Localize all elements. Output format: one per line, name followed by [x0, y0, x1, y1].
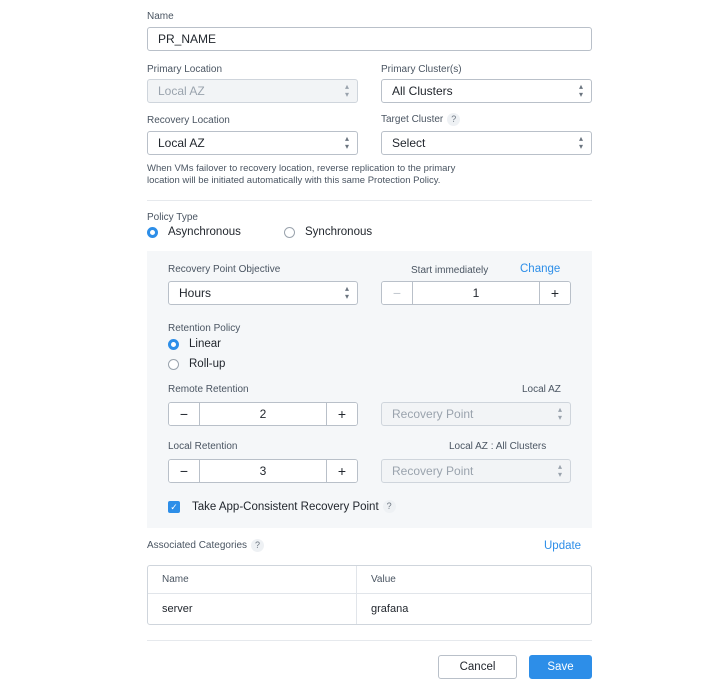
primary-location-value: Local AZ: [158, 84, 205, 98]
save-button[interactable]: Save: [529, 655, 592, 679]
radio-dot-selected: [147, 227, 158, 238]
plus-icon[interactable]: +: [327, 403, 357, 425]
divider: [147, 640, 592, 641]
app-consistent-label: Take App-Consistent Recovery Point: [192, 500, 379, 513]
minus-icon[interactable]: −: [169, 403, 199, 425]
minus-icon[interactable]: −: [169, 460, 199, 482]
primary-clusters-value: All Clusters: [392, 84, 453, 98]
question-icon[interactable]: ?: [251, 539, 264, 552]
target-cluster-select[interactable]: [381, 131, 592, 155]
local-unit-value: Recovery Point: [392, 464, 474, 478]
associated-categories-label: Associated Categories: [147, 540, 248, 552]
associated-categories-label-wrap: [147, 539, 264, 552]
chevron-up-down-icon: ▴ ▾: [557, 462, 562, 479]
categories-table: [147, 565, 592, 625]
name-label: Name: [147, 11, 174, 22]
table-header: [148, 566, 591, 594]
target-cluster-value: Select: [392, 136, 426, 150]
change-link[interactable]: Change: [520, 263, 561, 275]
recovery-location-select[interactable]: [147, 131, 358, 155]
failover-note-line2: location will be initiated automatically with this same Protection Policy.: [147, 175, 441, 186]
radio-dot-selected: [168, 339, 179, 350]
radio-dot: [168, 359, 179, 370]
plus-icon[interactable]: +: [540, 282, 570, 304]
chevron-up-down-icon: ▴ ▾: [557, 405, 562, 422]
table-row: [148, 594, 591, 624]
failover-note: [147, 163, 455, 187]
divider: [147, 200, 592, 201]
column-header-value: Value: [371, 574, 396, 585]
chevron-up-down-icon: ▴ ▾: [344, 284, 349, 301]
radio-rollup[interactable]: [168, 358, 225, 370]
column-header-name: Name: [148, 566, 357, 593]
remote-retention-value[interactable]: 2: [199, 403, 327, 425]
rpo-stepper[interactable]: [381, 281, 571, 305]
check-icon[interactable]: ✓: [168, 501, 180, 513]
policy-type-label: Policy Type: [147, 212, 198, 223]
chevron-up-down-icon: ▴ ▾: [344, 82, 349, 99]
retention-policy-label: Retention Policy: [168, 323, 241, 334]
target-cluster-label: Target Cluster: [381, 114, 444, 126]
remote-unit-select: [381, 402, 571, 426]
remote-retention-label: Remote Retention: [168, 384, 249, 395]
target-cluster-label-wrap: [381, 113, 460, 126]
primary-clusters-label: Primary Cluster(s): [381, 64, 462, 75]
recovery-location-value: Local AZ: [158, 136, 205, 150]
minus-icon[interactable]: −: [382, 282, 412, 304]
radio-synchronous[interactable]: [284, 226, 372, 238]
start-immediately-label: Start immediately: [411, 265, 489, 276]
primary-clusters-select[interactable]: [381, 79, 592, 103]
local-retention-label: Local Retention: [168, 441, 238, 452]
chevron-up-down-icon: ▴ ▾: [344, 134, 349, 151]
rpo-value[interactable]: 1: [412, 282, 540, 304]
rpo-unit-select[interactable]: [168, 281, 358, 305]
radio-linear[interactable]: [168, 338, 221, 350]
chevron-up-down-icon: ▴ ▾: [578, 82, 583, 99]
local-retention-stepper[interactable]: [168, 459, 358, 483]
question-icon[interactable]: ?: [447, 113, 460, 126]
local-unit-select: [381, 459, 571, 483]
rpo-unit-value: Hours: [179, 286, 212, 300]
radio-asynchronous[interactable]: [147, 226, 241, 238]
remote-unit-value: Recovery Point: [392, 407, 474, 421]
radio-rollup-label: Roll-up: [189, 358, 226, 370]
local-location-label: Local AZ : All Clusters: [449, 441, 547, 452]
primary-location-select: [147, 79, 358, 103]
primary-location-label: Primary Location: [147, 64, 223, 75]
local-retention-value[interactable]: 3: [199, 460, 327, 482]
recovery-location-label: Recovery Location: [147, 115, 230, 126]
remote-retention-stepper[interactable]: [168, 402, 358, 426]
remote-location-label: Local AZ: [522, 384, 561, 395]
radio-dot: [284, 227, 295, 238]
radio-asynchronous-label: Asynchronous: [168, 226, 241, 238]
plus-icon[interactable]: +: [327, 460, 357, 482]
failover-note-line1: When VMs failover to recovery location, reverse replication to the primary: [147, 163, 456, 174]
radio-synchronous-label: Synchronous: [305, 226, 373, 238]
question-icon[interactable]: ?: [383, 500, 396, 513]
radio-linear-label: Linear: [189, 338, 221, 350]
category-value-cell: grafana: [371, 603, 409, 615]
app-consistent-checkbox[interactable]: [168, 500, 396, 513]
chevron-up-down-icon: ▴ ▾: [578, 134, 583, 151]
rpo-label: Recovery Point Objective: [168, 264, 281, 275]
category-name-cell: server: [148, 594, 357, 624]
cancel-button[interactable]: Cancel: [438, 655, 517, 679]
update-link[interactable]: Update: [544, 540, 582, 552]
name-input[interactable]: PR_NAME: [147, 27, 592, 51]
